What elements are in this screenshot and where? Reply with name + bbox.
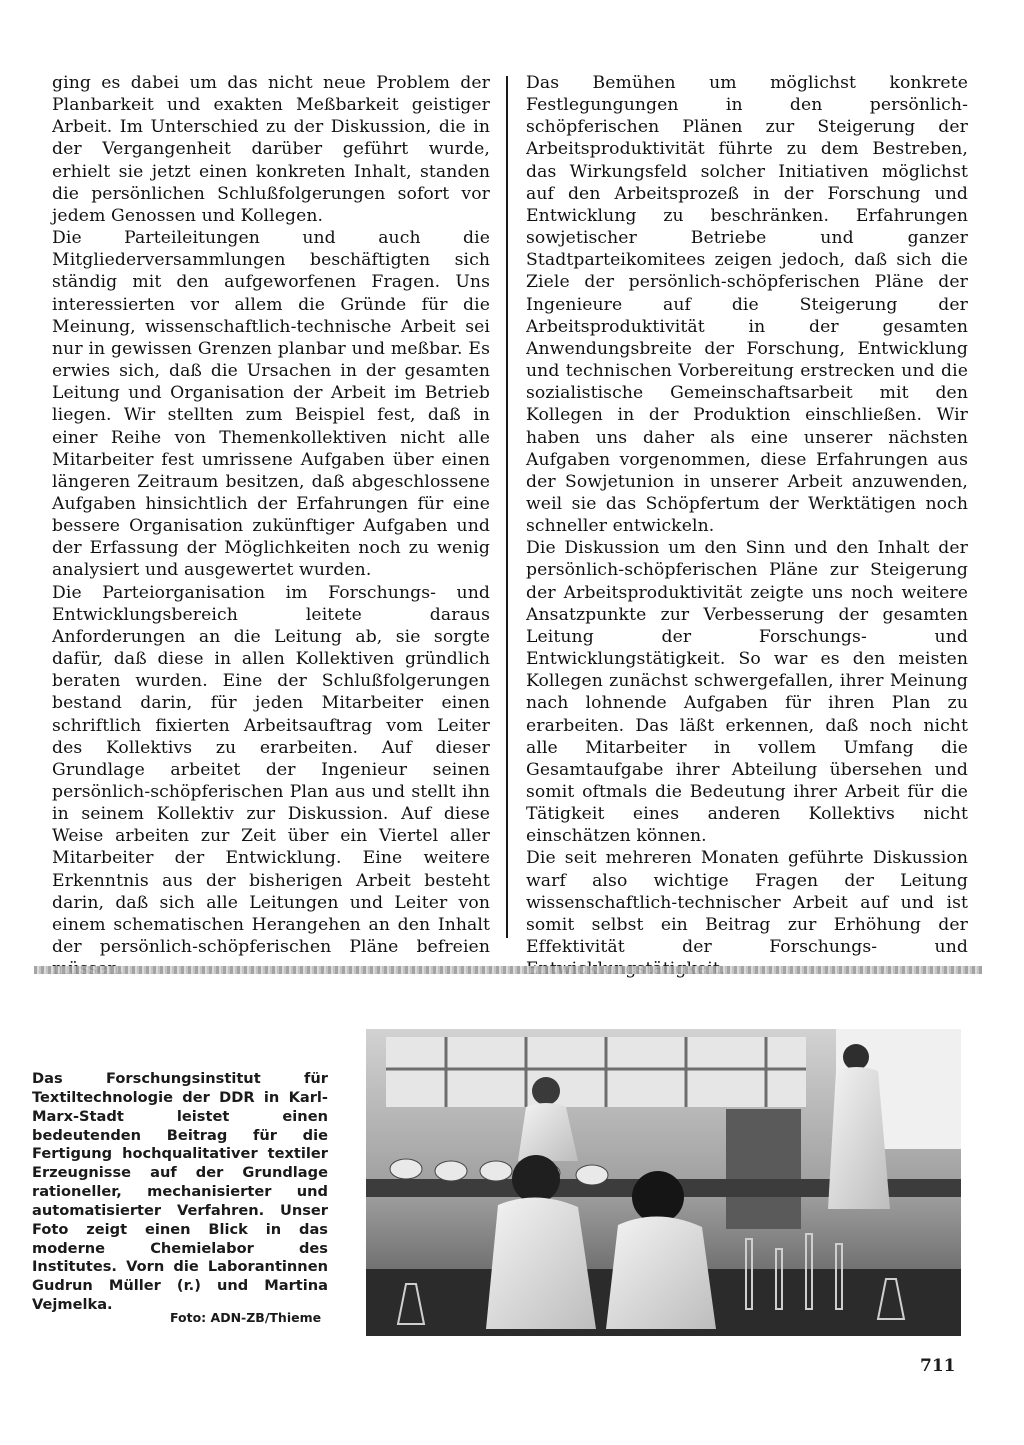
section-separator — [34, 966, 982, 974]
photo-credit: Foto: ADN-ZB/Thieme — [170, 1310, 322, 1325]
laboratory-photo — [366, 1029, 961, 1336]
photo-caption: Das Forschungsinstitut für Textiltechnologie der DDR in Karl-Marx-Stadt leistet einen bedeutenden Beitrag für die Fertigung hochqualitativer textiler Erzeugnisse auf der Grundlage rationeller, mechanisierter und automatisierter Verfahren. Unser Foto zeigt einen Blick in das moderne Chemielabor des Institutes. Vorn die Laborantinnen Gudrun Müller (r.) und Martina Vejmelka. — [32, 1070, 328, 1314]
article-column-left — [52, 72, 490, 980]
paragraph: Die seit mehreren Monaten geführte Diskussion warf also wichtige Fragen der Leitung wissenschaftlich-technischer Arbeit auf und ist somit selbst ein Beitrag zur Erhöhung der Effektivität der Forschungs- und — [526, 848, 968, 958]
article-column-right — [526, 72, 968, 980]
paragraph: ging es dabei um das nicht neue Problem der Planbarkeit und exakten Meßbarkeit geistiger Arbeit. Im Unterschied zu der Diskussion, die in der Vergangenheit darüber geführt wurde, erhielt sie jetzt einen konkreten Inhalt, standen die persönlichen Schlußfolgerungen sofort vor jedem Genossen und Kollegen. — [52, 73, 490, 226]
column-divider — [506, 76, 508, 938]
paragraph: Die Diskussion um den Sinn und den Inhalt der persönlich-schöpferischen Pläne zur Steigerung der Arbeitsproduktivität zeigte uns noch weitere Ansatzpunkte zur Verbesserung der gesamten Leitung der Forschungs- und Entwicklungstätigkeit. So war es den meisten Kollegen zunächst schwergefallen, ihrer Meinung nach lohnende Aufgaben für ihren Plan zu erarbeiten. Das läßt erkennen, daß noch nicht alle Mitarbeiter in vollem Umfang die Gesamtaufgabe ihrer Abteilung übersehen und somit oftmals die Bedeutung ihrer Arbeit für die Tätigkeit eines anderen Kollektivs nicht einschätzen können. — [526, 538, 968, 847]
page-number: 711 — [920, 1356, 956, 1376]
paragraph: Die Parteileitungen und auch die Mitgliederversammlungen beschäftigten sich ständig mit den aufgeworfenen Fragen. Uns interessierten vor allem die Gründe für die Meinung, wissenschaftlich-technische Arbeit sei nur in gewissen Grenzen planbar und meßbar. Es erwies sich, daß die Ursachen in der gesamten Leitung und Organisation der Arbeit im Betrieb liegen. Wir stellten zum Beispiel fest, daß in einer Reihe von Themenkollektiven nicht alle Mitarbeiter fest umrissene Aufgaben über einen längeren Zeitraum besitzen, daß abgeschlossene Aufgaben hinsichtlich der Erfahrungen für eine bessere Organisation zukünftiger Aufgaben und der Erfassung der Möglichkeiten noch zu wenig analysiert und ausgewertet wurden. — [52, 228, 490, 581]
paragraph: Die Parteiorganisation im Forschungs- und Entwicklungsbereich leitete daraus Anforderungen an die Leitung ab, sie sorgte dafür, daß diese in allen Kollektiven gründlich beraten wurden. Eine der Schlußfolgerungen bestand darin, für jeden Mitarbeiter einen schriftlich fixierten Arbeitsauftrag vom Leiter des Kollektivs zu erarbeiten. Auf dieser Grundlage arbeitet der Ingenieur seinen persönlich-schöpferischen Plan aus und stellt ihn in seinem Kollektiv zur Diskussion. Auf diese Weise arbeiten zur Zeit über ein Viertel aller Mitarbeiter der Entwicklung. Eine weitere Erkenntnis aus der bisherigen Arbeit besteht darin, daß sich alle Leitungen und Leiter von einem schematischen Herangehen an den Inhalt der persönlich-schöpferischen Pläne befreien — [52, 582, 490, 958]
paragraph: Das Bemühen um möglichst konkrete Festlegungungen in den persönlich-schöpferischen Plänen zur Steigerung der Arbeitsproduktivität führte zu dem Bestreben, das Wirkungsfeld solcher Initiativen möglichst auf den Arbeitsprozeß in der Forschung und Entwicklung zu beschränken. Erfahrungen sowjetischer Betriebe und ganzer Stadtparteikomitees zeigen jedoch, daß sich die Ziele der persönlich-schöpferischen Pläne der Ingenieure auf die Steigerung der Arbeitsproduktivität in der gesamten Anwendungsbreite der Forschung, Entwicklung und technischen Vorbereitung erstrecken und die sozialistische Gemeinschaftsarbeit mit den Kollegen in der Produktion einschließen. Wir haben uns daher als eine unserer nächsten Aufgaben vorgenommen, diese Erfahrungen aus der Sowjetunion in unserer Arbeit anzuwenden, weil sie das Schöpfertum der Werktätigen noch schneller entwickeln. — [526, 73, 968, 537]
